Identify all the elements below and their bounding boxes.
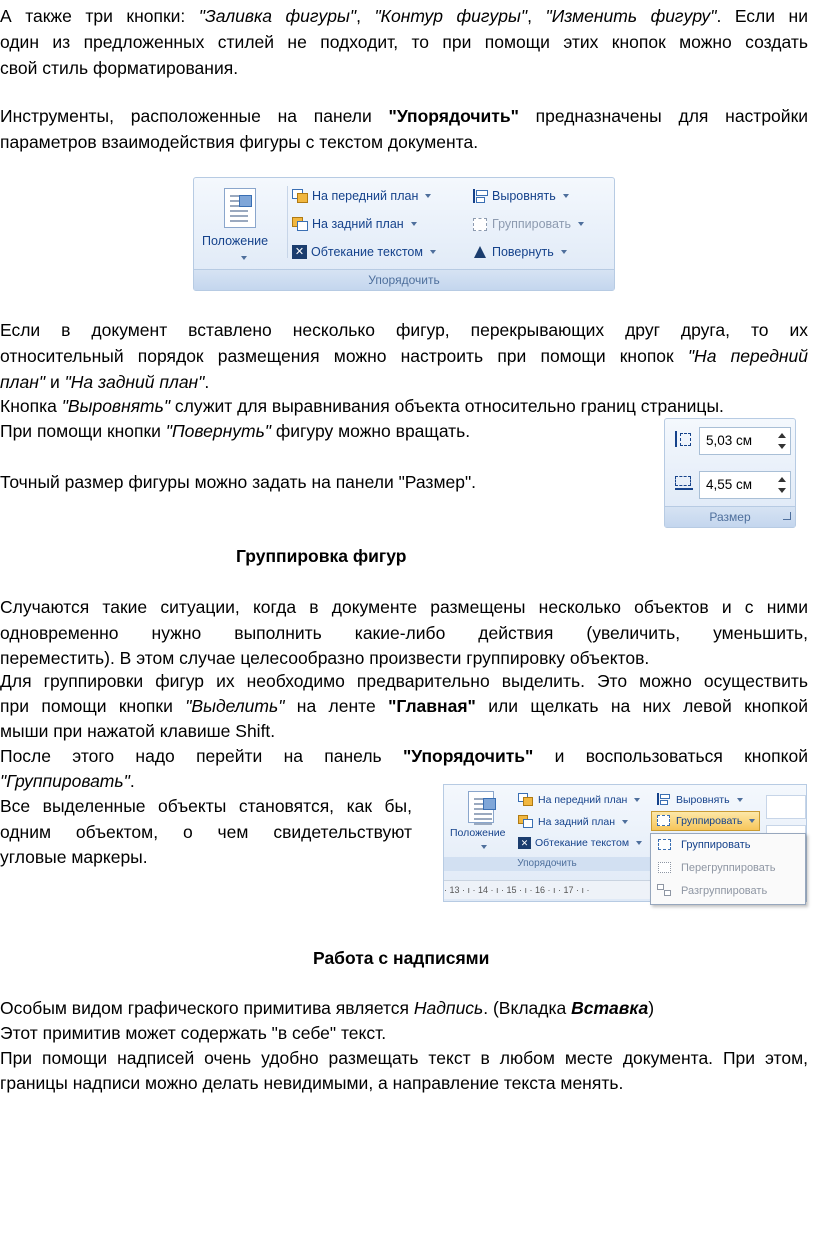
text: Точный размер фигуры можно задать на панели "Размер". [0, 472, 477, 492]
button-label: Повернуть [492, 245, 554, 259]
dialog-launcher-icon [783, 512, 791, 520]
group-label-text: Размер [709, 510, 751, 524]
text: При помощи надписей очень удобно размещать текст в любом месте документа. При этом, [0, 1048, 808, 1068]
field-value: 5,03 см [706, 433, 753, 448]
paragraph-line [0, 343, 808, 369]
text: служит для выравнивания объекта относительно границ страницы. [170, 396, 724, 416]
button-label: Положение [202, 234, 269, 248]
paragraph-grouped-objects [0, 793, 412, 819]
paragraph-buttons-intro [0, 3, 808, 29]
send-backward-button [292, 217, 417, 231]
menu-item-regroup [651, 857, 805, 879]
paragraph-line [0, 129, 808, 155]
group-icon [656, 814, 672, 828]
paragraph-line [0, 844, 412, 870]
menu-item-label: Группировать [681, 839, 751, 851]
align-button [472, 189, 569, 203]
text: предназначены для настройки [518, 106, 808, 126]
bring-forward-icon [292, 189, 308, 203]
text: и [45, 372, 65, 392]
paragraph-line [0, 369, 808, 395]
text: Особым видом графического примитива является [0, 998, 414, 1018]
group-menu-screenshot [443, 784, 807, 902]
text: А также три кнопки: [0, 6, 199, 26]
heading-grouping [236, 543, 436, 569]
text: относительный порядок размещения можно настроить при помощи кнопок [0, 346, 688, 366]
bring-forward-icon [518, 793, 534, 807]
text-bold: "Упорядочить" [388, 106, 519, 126]
spinner-icon [778, 477, 786, 493]
text: , [527, 6, 546, 26]
width-icon [675, 476, 693, 490]
text: на ленте [284, 696, 389, 716]
group-button [651, 811, 760, 831]
button-label: На передний план [312, 189, 419, 203]
text: Для группировки фигур их необходимо предварительно выделить. Это можно осуществить [0, 671, 808, 691]
text: Инструменты, расположенные на панели [0, 106, 389, 126]
text: при помощи кнопки [0, 696, 186, 716]
bring-forward-button [292, 189, 431, 203]
text: одновременно нужно выполнить какие-либо действия (увеличить, уменьшить, [0, 623, 808, 643]
text: фигуру можно вращать. [271, 421, 471, 441]
field-value: 4,55 см [706, 477, 753, 492]
text-italic: "Изменить фигуру" [545, 6, 717, 26]
heading-text: Группировка фигур [236, 546, 407, 566]
group-icon [657, 838, 673, 852]
text-italic: "Заливка фигуры" [198, 6, 357, 26]
chevron-down-icon [563, 194, 569, 198]
text-bold: "Главная" [388, 696, 476, 716]
text: , [356, 6, 375, 26]
heading-textbox [313, 945, 573, 971]
position-button [202, 234, 268, 248]
button-label: На передний план [538, 794, 628, 806]
text: переместить). В этом случае целесообразно произвести группировку объектов. [0, 648, 650, 668]
group-dropdown-menu [650, 833, 806, 905]
paragraph-line [0, 819, 412, 845]
text: Если в документ вставлено несколько фигур, перекрывающих друг друга, то их [0, 320, 808, 340]
paragraph-textbox-usage [0, 1045, 808, 1071]
partial-field [766, 795, 806, 819]
button-label: Группировать [676, 815, 743, 827]
text-wrap-icon: ✕ [292, 245, 307, 259]
text: один из предложенных стилей не подходит, то при помощи этих кнопок можно создать [0, 32, 808, 52]
chevron-down-icon [481, 845, 487, 849]
paragraph-grouping-situations [0, 594, 808, 620]
ribbon-group-label [444, 857, 650, 871]
paragraph-order [0, 317, 808, 343]
button-label: Выровнять [676, 794, 730, 806]
paragraph-align [0, 393, 808, 419]
text: . [204, 372, 210, 392]
text: . [129, 771, 135, 791]
chevron-down-icon [622, 820, 628, 824]
text-italic: "Выделить" [185, 696, 285, 716]
width-field [699, 471, 791, 499]
chevron-down-icon [578, 222, 584, 226]
text-wrap-button [518, 837, 642, 849]
send-backward-icon [518, 815, 534, 829]
text: одним объектом, о чем свидетельствуют [0, 822, 412, 842]
paragraph-line [0, 718, 808, 744]
chevron-down-icon [425, 194, 431, 198]
button-label: Обтекание текстом [535, 837, 630, 849]
button-label: Обтекание текстом [311, 245, 423, 259]
menu-item-label: Разгруппировать [681, 885, 768, 897]
group-label-text: Упорядочить [517, 858, 577, 869]
button-label: Выровнять [492, 189, 556, 203]
chevron-down-icon [561, 250, 567, 254]
ribbon-group-label [194, 269, 614, 290]
ungroup-icon [657, 884, 673, 898]
chevron-down-icon [737, 798, 743, 802]
paragraph-textbox-intro [0, 995, 808, 1021]
position-icon [468, 791, 494, 823]
text-italic: Надпись [413, 998, 484, 1018]
text: или щелкать на них левой кнопкой [475, 696, 808, 716]
chevron-down-icon [634, 798, 640, 802]
paragraph-line [0, 55, 808, 81]
paragraph-line [0, 1070, 808, 1096]
button-label: На задний план [538, 816, 616, 828]
chevron-down-icon [241, 256, 247, 260]
text-italic: "На задний план" [64, 372, 205, 392]
text: границы надписи можно делать невидимыми, а направление текста менять. [0, 1073, 624, 1093]
heading-text: Работа с надписями [313, 948, 490, 968]
paragraph-line [0, 620, 808, 646]
align-icon [472, 189, 488, 203]
position-icon [224, 188, 256, 228]
text: Кнопка [0, 396, 62, 416]
text-wrap-button [292, 245, 436, 259]
ruler-text: · 13 · ı · 14 · ı · 15 · ı · 16 · ı · 17 · ı · [444, 885, 590, 895]
chevron-down-icon [430, 250, 436, 254]
paragraph-arrange-panel [0, 103, 808, 129]
align-icon [656, 793, 672, 807]
height-icon [675, 431, 691, 447]
paragraph-selection [0, 668, 808, 694]
text: свой стиль форматирования. [0, 58, 239, 78]
text-bold-italic: Вставка [571, 998, 649, 1018]
height-field [699, 427, 791, 455]
text: мыши при нажатой клавише Shift. [0, 721, 276, 741]
text: Этот примитив может содержать "в себе" текст. [0, 1023, 387, 1043]
rotate-button [472, 245, 567, 259]
paragraph-textbox-content [0, 1020, 808, 1046]
text-italic: "Контур фигуры" [374, 6, 528, 26]
send-backward-button [518, 815, 628, 829]
button-label: Группировать [492, 217, 571, 231]
chevron-down-icon [749, 819, 755, 823]
chevron-down-icon [636, 841, 642, 845]
menu-item-ungroup [651, 880, 805, 902]
spinner-icon [778, 433, 786, 449]
paragraph-arrange-group [0, 743, 808, 769]
text-italic: "Группировать" [0, 771, 130, 791]
text: Все выделенные объекты становятся, как бы, [0, 796, 412, 816]
send-backward-icon [292, 217, 308, 231]
text: . Если ни [716, 6, 808, 26]
size-panel-screenshot [664, 418, 796, 528]
button-label: На задний план [312, 217, 404, 231]
separator [287, 186, 288, 258]
text-wrap-icon: ✕ [518, 837, 531, 849]
text: После этого надо перейти на панель [0, 746, 403, 766]
chevron-down-icon [411, 222, 417, 226]
bring-forward-button [518, 793, 640, 807]
text: Случаются такие ситуации, когда в документе размещены несколько объектов и с ними [0, 597, 808, 617]
group-label-text: Упорядочить [368, 273, 440, 287]
menu-item-label: Перегруппировать [681, 862, 776, 874]
text: угловые маркеры. [0, 847, 148, 867]
paragraph-line [0, 29, 808, 55]
text-italic: "Выровнять" [61, 396, 171, 416]
menu-item-group [651, 834, 805, 856]
arrange-ribbon-screenshot [193, 177, 615, 291]
rotate-icon [472, 245, 488, 259]
text-italic: план" [0, 372, 46, 392]
size-group-label [665, 506, 795, 527]
align-button [656, 793, 743, 807]
paragraph-line [0, 693, 808, 719]
group-icon [472, 217, 488, 231]
text: и воспользоваться кнопкой [533, 746, 808, 766]
ruler [444, 880, 650, 899]
text: ) [648, 998, 655, 1018]
button-label: Положение [450, 827, 506, 839]
text-italic: "На передний [687, 346, 808, 366]
position-button [450, 827, 506, 839]
text: . (Вкладка [483, 998, 572, 1018]
group-button [472, 217, 584, 231]
text: При помощи кнопки [0, 421, 166, 441]
regroup-icon [657, 861, 673, 875]
text: параметров взаимодействия фигуры с текстом документа. [0, 132, 479, 152]
text-italic: "Повернуть" [165, 421, 271, 441]
text-bold: "Упорядочить" [402, 746, 534, 766]
